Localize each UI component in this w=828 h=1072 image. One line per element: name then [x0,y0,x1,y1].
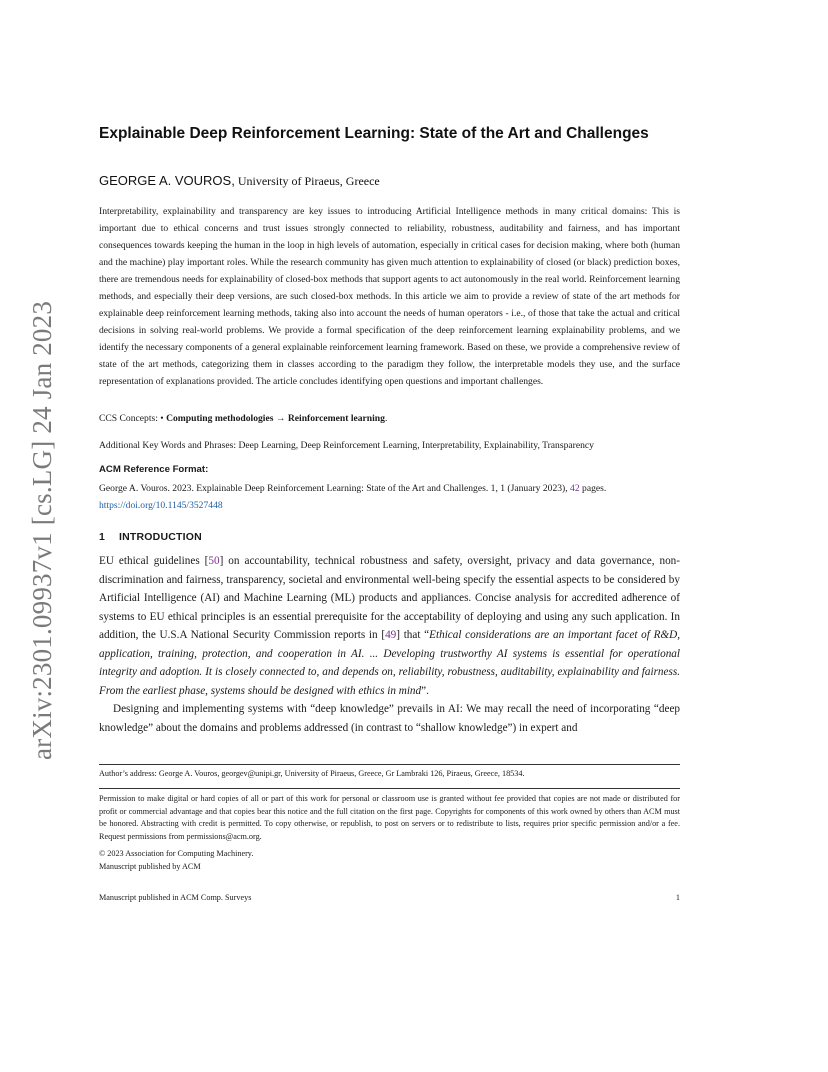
publication-notice: Manuscript published by ACM [99,862,201,871]
paragraph: Designing and implementing systems with “deep knowledge” prevails in AI: We may recall the need of incorporating “deep knowledge” about the domains and problems addressed (in contrast to “shallow knowledge”) in expert and [99,703,680,734]
paragraph [99,552,680,700]
abstract: Interpretability, explainability and transparency are key issues to introducing Artificial Intelligence methods in many critical domains: This is important due to ethical concerns and trust issues strongly connected to reliability, robustness, auditability and fairness, and has important consequences towards keeping the human in the loop in high levels of automation, especially in critical cases for decision making, where both (human and the machine) play important roles. While the research community has given much attention to explainability of closed (or black) prediction boxes, there are tremendous needs for explainability of closed-box methods that support agents to act autonomously in the real world. Reinforcement learning methods, and especially their deep versions, are such closed-box methods. In this article we aim to provide a review of state of the art methods for explainable deep reinforcement learning methods, taking also into account the needs of human operators - i.e., of those that take the actual and critical decisions in solving real-world problems. We provide a formal specification of the deep reinforcement learning explainability problems, and we identify the necessary components of a general explainable reinforcement learning framework. Based on these, we provide a comprehensive review of state of the art methods, categorizing them in classes according to the paradigm they follow, the interpretable models they use, and the surface representation of explanations provided. The article concludes identifying open questions and important challenges. [99,206,680,387]
acm-reference-text: George A. Vouros. 2023. Explainable Deep Reinforcement Learning: State of the Art and Challenges. 1, 1 (January 2023), [99,483,571,494]
citation-link[interactable]: 50 [208,555,220,567]
introduction-body [99,552,680,737]
copyright-notice: © 2023 Association for Computing Machinery. [99,849,254,858]
ccs-concepts [99,410,680,427]
running-footer: Manuscript published in ACM Comp. Surveys [99,893,252,902]
quoted-text: Ethical considerations are an important facet of R&D, application, training, protection, and cooperation in AI. ... Developing trustworthy AI systems is essential for operational integrity and adoption. It is closely connected to, and depends on, reliability, robustness, auditability, explainability and fairness. From the earliest phase, systems should be designed with ethics in mind [99,629,681,697]
pages-suffix: pages. [579,483,607,494]
acm-reference [99,480,680,514]
keywords: Additional Key Words and Phrases: Deep Learning, Deep Reinforcement Learning, Interpretability, Explainability, Transparency [99,440,594,451]
arxiv-identifier-stamp: arXiv:2301.09937v1 [cs.LG] 24 Jan 2023 [27,300,57,760]
permission-divider [99,788,680,789]
author-line [99,173,380,189]
permission-notice: Permission to make digital or hard copies of all or part of this work for personal or classroom use is granted without fee provided that copies are not made or distributed for profit or commercial advantage and that copies bear this notice and the full citation on the first page. Copyrights for components of this work owned by others than ACM must be honored. Abstracting with credit is permitted. To copy otherwise, or republish, to post on servers or to redistribute to lists, requires prior specific permission and/or a fee. Request permissions from permissions@acm.org. [99,794,680,841]
citation-link[interactable]: 49 [385,629,397,641]
footnote-divider [99,764,680,765]
text-run: ] on accountability, technical robustness and safety, oversight, privacy and data governance, non-discrimination and fairness, transparency, societal and environmental well-being specify the essential aspects to be considered by Artificial Intelligence (AI) and Machine Learning (ML) products and appliances. Concise analysis for accredited adherence of systems to EU ethical principles is an essential prerequisite for the acceptability of deploying and using any such application. In addition, the U.S.A National Security Commission reports in [ [99,555,680,641]
text-run: ] that “ [396,629,430,641]
pages-link[interactable]: 42 [570,483,580,494]
ccs-suffix: . [384,413,388,424]
section-number: 1 [99,531,106,543]
ccs-concept: Computing methodologies → Reinforcement learning [166,413,385,424]
ccs-prefix: CCS Concepts: • [99,413,167,424]
doi-link[interactable]: https://doi.org/10.1145/3527448 [99,500,223,511]
paper-title: Explainable Deep Reinforcement Learning: State of the Art and Challenges [99,125,649,142]
page-number: 1 [675,893,680,902]
author-affiliation: University of Piraeus, Greece [234,174,380,188]
text-run: EU ethical guidelines [ [99,555,209,567]
text-run: ”. [421,684,429,697]
section-heading-introduction [99,531,202,543]
author-name: GEORGE A. VOUROS, [99,173,235,188]
author-address: Author’s address: George A. Vouros, georgev@unipi.gr, University of Piraeus, Greece, Gr Lambraki 126, Piraeus, Greece, 18534. [99,769,525,778]
acm-reference-heading: ACM Reference Format: [99,464,209,475]
section-title: INTRODUCTION [119,531,202,543]
